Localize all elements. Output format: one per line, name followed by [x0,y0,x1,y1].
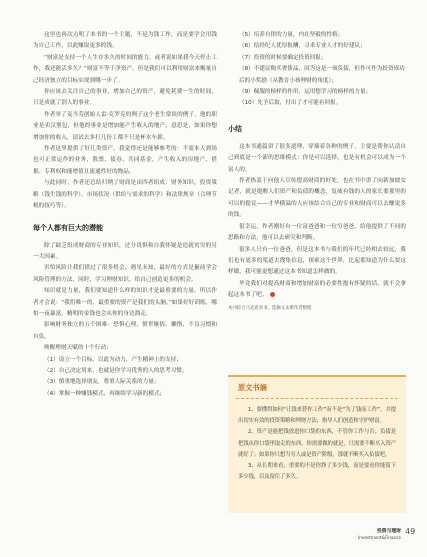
list-item: （7）投资的时候要确定投资回报； [239,54,327,61]
divider [236,398,398,399]
paragraph-text: 毕竟我们对提高财商和增加财富的必要性抱有怀疑的话，就不会拿起这本书了吧。 [228,280,406,299]
list-item: （5）培养自律的力量，内在坚毅的性格； [239,32,344,38]
source-note: 本刊综合马克思米书，选摘文末系作者整理 [228,305,312,311]
paragraph: 作者举了麦当劳创始人雷·克罗克的例子这个老生常谈的例子，他的职业是卖汉堡包，但他的事业是增加能产生收入的地产，意思是，如果你想增加你的收入，请试去多打几份工都不只是杯水车薪。 [33,111,217,141]
excerpt-paragraph: 3、从长期来看，重要的不是你挣了多少钱，而是要看你能留下多少钱，以及留住了多久。 [238,463,396,481]
list-item: （8）不建议购买奢侈品，因为这是一项负债，但作可作为投资成功后的小奖励（从教育小孩理财的角度）； [239,66,405,84]
excerpt-paragraph: 2、资产是能把钱放进你口袋的东西，不管你工作与否；负债是把钱从你口袋里取走的东西。你需要做的就是，只需要不断买入资产就好了；如果你只想当穷人或是资产阶级，那就不断买入负债吧。 [238,429,396,458]
paragraph: 很幸运，作者刚好有一位富爸爸和一位穷爸爸，给他提供了不同的思路和方法，他可以去研究和判断。 [228,223,406,242]
end-mark-icon [270,292,275,297]
list-item: （2）自己决定用来，也就是你学习优秀的人的思考习惯； [44,367,188,374]
magazine-brand [331,528,401,540]
brand-en: Investment&Finance [357,534,401,540]
paragraph: 这本书通篇讲了很多道理，穿插着各种的例子，主要是帮你认清自己到底是一个新的思维模式：你是可以选择，也是有机会可以成为一个富人的。 [228,143,406,173]
paragraph: 这里也再次点明了本书的一个主题，不是为钱工作，而是要学会用钱为自己工作，以此赚取更多的钱。 [33,32,217,50]
paragraph: 作者这里提供了好几类资产，我觉得还是能够参考的：不需本人到场也可正常运作的业务，股票、债券、共同基金，产生收入的房地产、借据、专利权和能增值且流通性好的物品。 [33,146,217,175]
paragraph: 影响财务独立的五个困难：恐惧心理，愤世嫉俗、懒惰、不良习惯和自负。 [33,322,217,340]
list-item: （3）慎重地选择朋友，尊重人际关系的力量； [44,379,160,386]
list-item: （1）设立一个目标，以此为动力，产生精神上的支持； [44,356,182,363]
paragraph: “财富是支持一个人生存多久的时间的能力，或者说如果我今天停止工作，我还能活多久？”财富不等于净资产，但是我们可以利用财富来衡量自己经济独立的目标实现到哪一步了。 [33,54,217,84]
page-number: 49 [405,527,416,536]
paragraph: 你应该去关注自己的事业，增加自己的资产，避免耗费一生的时间，只是成就了别人的事业。 [33,89,217,107]
paragraph: 害怕风险让我们错过了很多机会，遇见未知，最好的方式是掘前学会风险管理的方法，同时，学习理财知识，给自己创造更多的机会。 [33,265,217,283]
paragraph: 与此同时，作者还总结归纳了财商是由四者组成：财务知识，投资策略（钱生钱的科学）、市场状况（供给与需求的科学）和法律规章（合理节税的技巧等）。 [33,180,217,210]
list-item: （9）佩服的榜样的作用，运用想学习的榜样的力量； [239,89,372,96]
paragraph: 很多人只有一位爸爸，但是这本书与我们的年代已经相去较远，我们也有更多的渠道去搜集信息，探索这个世界，比起那知道为什么要这样做，我可能更想通过这本书知道怎样做的。 [228,246,406,276]
excerpt-box [228,375,406,513]
section-heading: 小结 [228,124,242,133]
brand-cn: 投资与理财 [377,529,401,534]
section-heading: 每个人都有巨大的潜能 [33,223,103,232]
paragraph: 除了缺乏组成财商的专业知识，过分畏惧和自我怀疑是造就贫穷的另一大因素。 [33,242,217,260]
left-column [33,30,217,400]
paragraph [228,279,406,302]
list-item: （10）先予后取，付出了才可能有回报。 [239,100,342,107]
excerpt-paragraph: 1、要懂得如何“让钱来替你工作”而不是“为了钱而工作”。并提出切实有效的投资策略和理财方法，指导人们创造和守护财富。 [238,407,396,425]
list-item: （4）掌握一种赚钱模式，再继续学习新的模式； [44,390,166,397]
list-item: （6）给经纪人优厚报酬，寻求专业人才的好建议； [239,43,366,50]
excerpt-box-title: 原文书摘 [238,383,267,392]
right-column [228,30,406,312]
paragraph: 唤醒理财天赋的十个行动： [44,345,112,352]
paragraph: 作者热衷于向他人宣传提高财商的好处，也在书中讲了向新加坡女记者，就是提醒人们资产和负债的概念，复威有钱的人的家长要那里的可以的提议——才华横溢的人应该结合自己的专业和财商可以去赚更多的钱。 [228,178,406,219]
paragraph: 知识就是力量，我们要知道什么样的知识才是最重要的力量。所以作者才会说：“我们唯一的、最重要的资产是我们的头脑。”如果好好训练，哪怕一夜暴富，精明的金钱也会从你的身边溜走。 [33,288,217,317]
excerpt-box-body [238,405,396,483]
